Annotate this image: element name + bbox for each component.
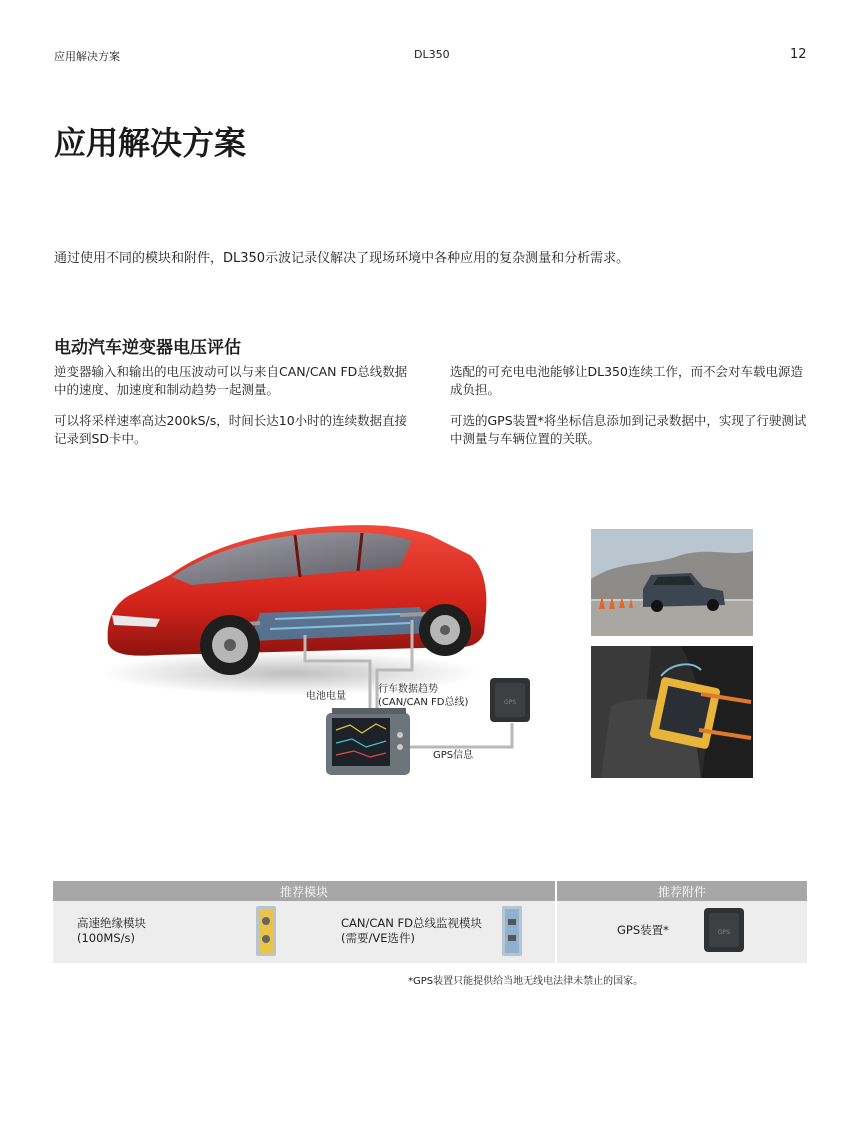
battery-voltage-label: 电池电量 <box>306 691 346 702</box>
test-drive-photo <box>591 529 753 636</box>
left-paragraph-1: 逆变器输入和输出的电压波动可以与来自CAN/CAN FD总线数据中的速度、加速度和制动趋势一起测量。 <box>54 364 408 397</box>
section-heading: 电动汽车逆变器电压评估 <box>54 338 241 358</box>
recommendation-table <box>53 881 807 963</box>
vehicle-trend-label-2: (CAN/CAN FD总线) <box>378 697 469 708</box>
intro-text: 通过使用不同的模块和附件，DL350示波记录仪解决了现场环境中各种应用的复杂测量和分析需求。 <box>54 251 630 266</box>
seat-installation-photo <box>591 646 753 778</box>
page-number: 12 <box>790 47 807 62</box>
header-model: DL350 <box>414 48 450 61</box>
ev-system-diagram <box>100 515 540 785</box>
gps-info-label: GPS信息 <box>433 750 474 761</box>
module1-spec: (100MS/s) <box>77 931 136 945</box>
left-paragraph-2: 可以将采样速率高达200kS/s，时间长达10小时的连续数据直接记录到SD卡中。 <box>54 413 408 446</box>
module1-image <box>253 905 279 957</box>
modules-cell <box>53 901 556 963</box>
header-recommended-modules: 推荐模块 <box>53 881 556 901</box>
module1-name: 高速绝缘模块 <box>77 916 146 930</box>
header-recommended-accessories: 推荐附件 <box>556 881 807 901</box>
module2-image <box>499 905 525 957</box>
vehicle-trend-label-1: 行车数据趋势 <box>378 684 438 695</box>
gps-device-text: GPS <box>503 699 517 706</box>
accessory1-gps-image <box>703 907 745 953</box>
right-paragraph-2: 可选的GPS装置*将坐标信息添加到记录数据中，实现了行驶测试中测量与车辆位置的关联。 <box>450 413 807 446</box>
page-title: 应用解决方案 <box>54 124 247 162</box>
gps-wire <box>408 723 512 747</box>
footnote: *GPS装置只能提供给当地无线电法律未禁止的国家。 <box>408 976 644 987</box>
module2-name: CAN/CAN FD总线监视模块 <box>341 916 482 930</box>
header-section: 应用解决方案 <box>54 50 120 63</box>
module2-spec: (需要/VE选件) <box>341 931 415 945</box>
accessory1-gps-text: GPS <box>717 929 731 936</box>
right-paragraph-1: 选配的可充电电池能够让DL350连续工作，而不会对车载电源造成负担。 <box>450 364 803 397</box>
accessory1-name: GPS装置* <box>617 923 669 937</box>
accessories-cell <box>556 901 807 963</box>
